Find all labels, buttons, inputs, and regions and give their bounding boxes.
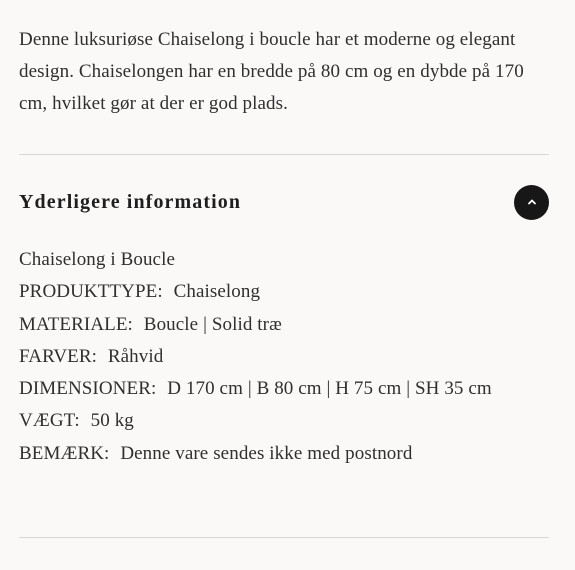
info-row-weight — [19, 405, 519, 437]
info-row-dimensions — [19, 373, 519, 405]
divider — [19, 154, 549, 155]
product-description: Denne luksuriøse Chaiselong i boucle har et moderne og elegant design. Chaiselongen har en bredde på 80 cm og en dybde på 170 cm, hvilket gør at der er god plads. — [19, 29, 524, 114]
info-value: D 170 cm | B 80 cm | H 75 cm | SH 35 cm — [167, 378, 492, 400]
additional-info-accordion-header[interactable] — [19, 184, 549, 220]
additional-info-list — [19, 244, 519, 470]
info-key: VÆGT: — [19, 410, 80, 432]
info-row-note — [19, 438, 519, 470]
info-key: MATERIALE: — [19, 313, 133, 335]
info-value: Boucle | Solid træ — [143, 313, 282, 335]
info-value: Råhvid — [107, 345, 164, 367]
product-details — [19, 0, 549, 464]
info-key: FARVER: — [19, 345, 98, 367]
product-name: Chaiselong i Boucle — [19, 249, 175, 270]
info-row-product-type — [19, 276, 519, 308]
accordion-toggle-button[interactable] — [514, 185, 549, 220]
info-key: BEMÆRK: — [19, 442, 110, 464]
chevron-up-icon — [526, 196, 538, 208]
info-value: Chaiselong — [173, 281, 261, 303]
info-row-material — [19, 309, 519, 341]
divider — [19, 537, 549, 538]
info-key: PRODUKTTYPE: — [19, 281, 163, 303]
info-row-colors — [19, 341, 519, 373]
info-value: Denne vare sendes ikke med postnord — [120, 442, 413, 464]
info-key: DIMENSIONER: — [19, 378, 157, 400]
info-value: 50 kg — [90, 410, 134, 432]
accordion-title: Yderligere information — [19, 190, 242, 213]
